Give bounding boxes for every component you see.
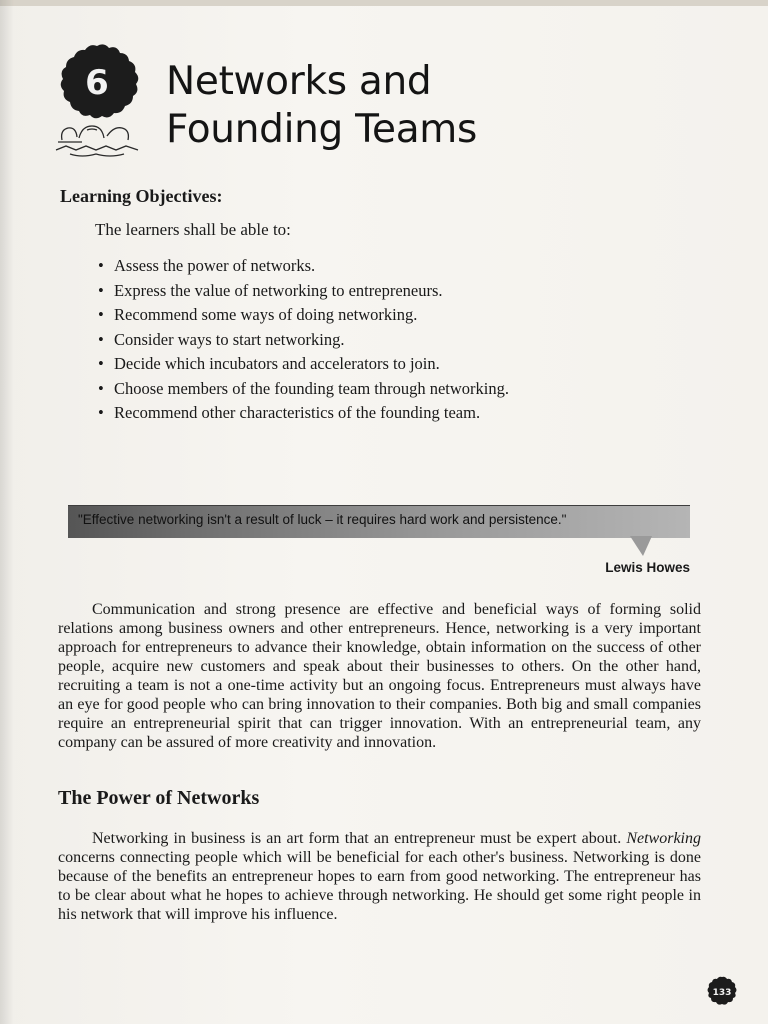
learning-objectives-intro: The learners shall be able to: [95,220,291,239]
networks-paragraph: Networking in business is an art form that an entrepreneur must be expert about. Networking concerns connecting people which will be beneficial for each other's business. Networking is done because of the benefits an entrepreneur hopes to earn from good networking. The entrepreneur has to be clear about what he hopes to achieve through networking. He should get some right people in his network that will improve his influence. [58,830,701,923]
chapter-title-line-1: Networks and [166,59,432,104]
bullet-icon: • [98,329,104,349]
objective-item: • Consider ways to start networking. [98,328,509,353]
chapter-number: 6 [85,63,109,103]
quote-text: "Effective networking isn't a result of luck – it requires hard work and persistence." [78,512,567,527]
objective-item: • Express the value of networking to entrepreneurs. [98,279,509,304]
objective-item: • Choose members of the founding team through networking. [98,377,509,402]
chapter-badge [52,42,142,162]
bullet-icon: • [98,280,104,300]
learning-objectives-list [98,254,509,426]
page-number: 133 [712,988,732,998]
objective-item: • Assess the power of networks. [98,254,509,279]
bullet-icon: • [98,354,104,373]
section-heading: The Power of Networks [58,787,260,809]
intro-paragraph: Communication and strong presence are effective and beneficial ways of forming solid relations among business owners and other entrepreneurs. Hence, networking is a very important approach for entrepreneurs to advance their knowledge, obtain information on the success of other people, acquire new customers and speak about their businesses to others. On the other hand, recruiting a team is not a one-time activity but an ongoing focus. Entrepreneurs must always have an eye for good people who can bring innovation to their companies. Both big and small companies require an entrepreneurial spirit that can trigger innovation. With an entrepreneurial team, any company can be assured of more creativity and innovation. [58,601,701,751]
bullet-icon: • [98,256,104,275]
objective-item: • Recommend some ways of doing networking. [98,303,509,328]
people-sketch-icon [56,126,138,156]
objective-item: • Recommend other characteristics of the founding team. [98,401,509,426]
bullet-icon: • [98,378,104,398]
page-number-badge [707,976,737,1006]
learning-objectives-heading: Learning Objectives: [60,186,223,206]
page-top-edge [0,0,768,6]
quote-author: Lewis Howes [605,560,690,575]
chapter-title-line-2: Founding Teams [166,107,477,152]
speech-tail-icon [630,536,652,556]
bullet-icon: • [98,305,104,324]
page-spine-shadow [0,0,14,1024]
emphasized-term: Networking [626,830,701,847]
objective-item: • Decide which incubators and accelerators to join. [98,352,509,377]
chapter-title [166,58,477,154]
bullet-icon: • [98,403,104,422]
